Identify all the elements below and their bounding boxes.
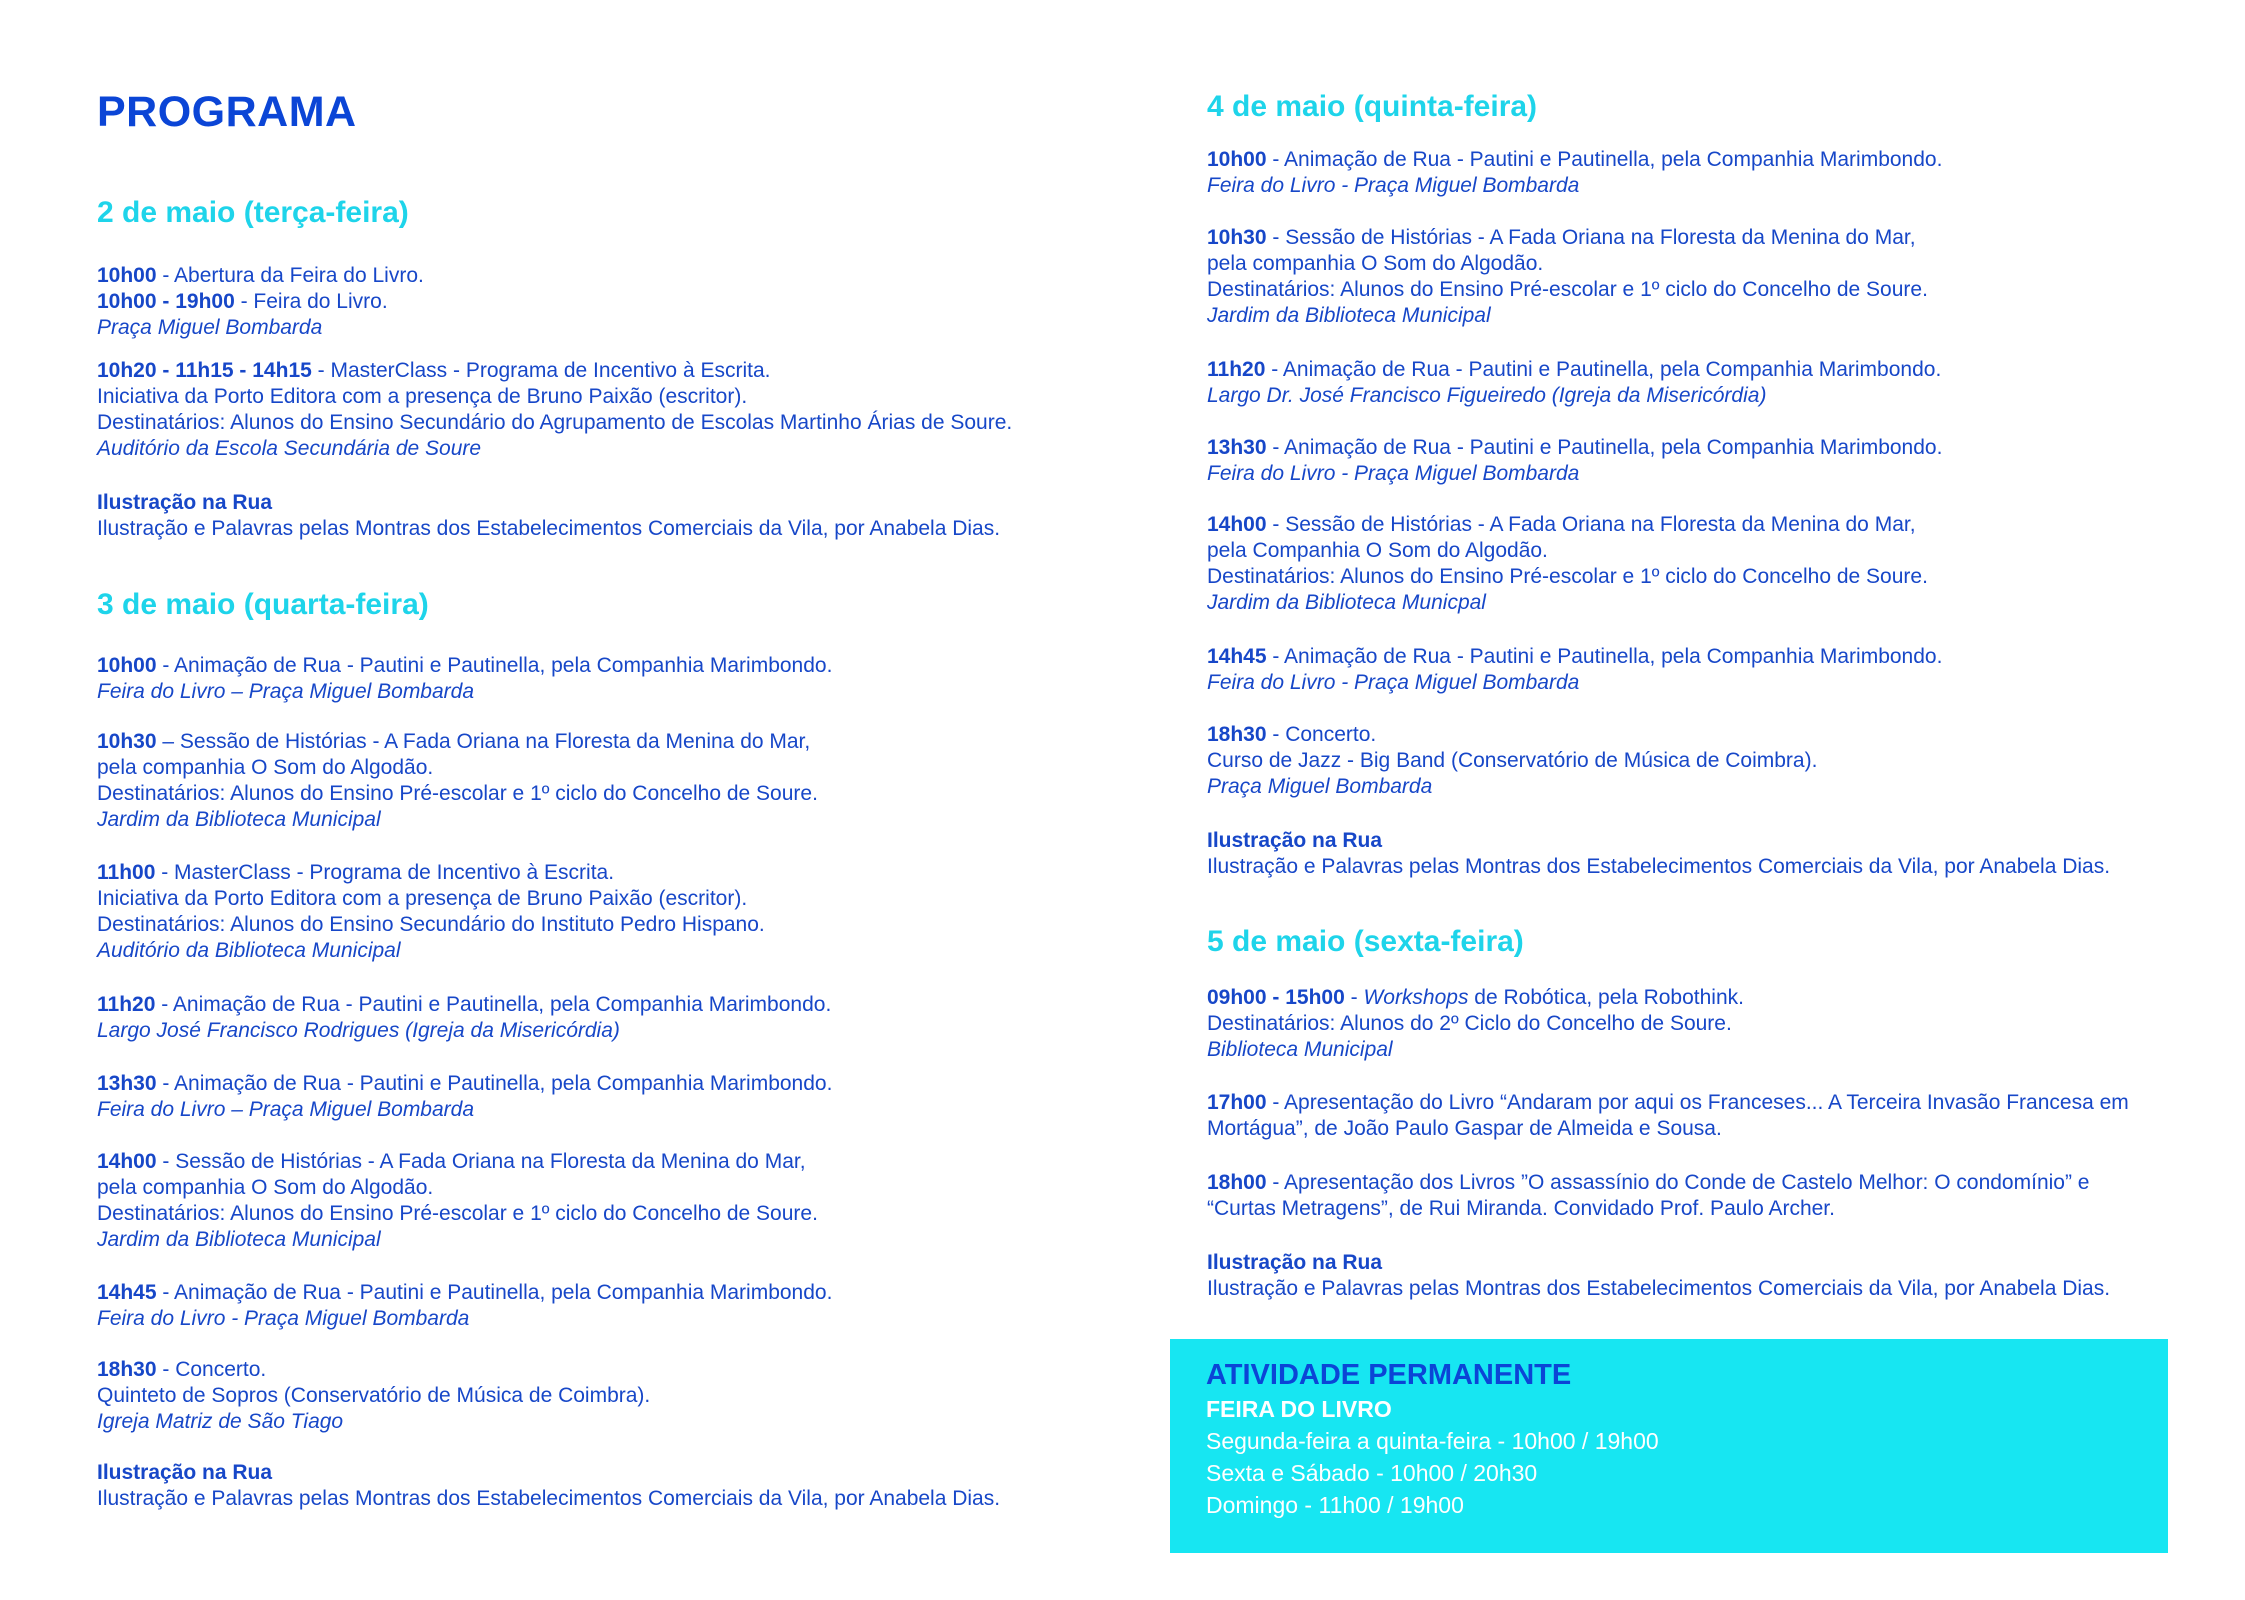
event-time: 10h00	[1207, 148, 1267, 171]
event-line	[1207, 277, 1928, 303]
event-block	[97, 1280, 832, 1332]
event-description: Ilustração e Palavras pelas Montras dos Estabelecimentos Comerciais da Vila, por Anabela Dias.	[1207, 1277, 2111, 1300]
event-line	[1207, 590, 1928, 616]
event-description: - MasterClass - Programa de Incentivo à Escrita.	[311, 359, 771, 382]
event-description: - MasterClass - Programa de Incentivo à Escrita.	[155, 861, 615, 884]
event-time: 17h00	[1207, 1091, 1267, 1114]
event-description: Ilustração e Palavras pelas Montras dos Estabelecimentos Comerciais da Vila, por Anabela Dias.	[97, 1487, 1001, 1510]
event-line	[97, 289, 424, 315]
event-time: 10h00 - 19h00	[97, 290, 235, 313]
event-time: 14h45	[1207, 645, 1267, 668]
event-line	[1207, 147, 1942, 173]
event-time: 10h20 - 11h15 - 14h15	[97, 359, 312, 382]
event-emphasis: Workshops	[1363, 986, 1469, 1009]
event-time: 10h00	[97, 264, 157, 287]
event-line	[97, 912, 765, 938]
event-section-title: Ilustração na Rua	[97, 491, 273, 514]
page-title: PROGRAMA	[97, 88, 357, 136]
event-line	[97, 860, 765, 886]
event-line	[97, 755, 818, 781]
event-line	[1207, 303, 1928, 329]
event-description: “Curtas Metragens”, de Rui Miranda. Convidado Prof. Paulo Archer.	[1207, 1197, 1835, 1220]
event-line	[97, 516, 1000, 542]
event-location: Feira do Livro - Praça Miguel Bombarda	[1207, 462, 1580, 485]
event-line	[97, 653, 832, 679]
event-description: Curso de Jazz - Big Band (Conservatório de Música de Coimbra).	[1207, 749, 1818, 772]
permanent-schedule-line: Sexta e Sábado - 10h00 / 20h30	[1206, 1460, 1538, 1486]
event-description: Destinatários: Alunos do Ensino Pré-escolar e 1º ciclo do Concelho de Soure.	[1207, 565, 1928, 588]
event-location: Auditório da Biblioteca Municipal	[97, 939, 401, 962]
event-line	[1207, 564, 1928, 590]
event-location: Feira do Livro – Praça Miguel Bombarda	[97, 680, 475, 703]
event-location: Jardim da Biblioteca Municipal	[97, 1228, 381, 1251]
event-line	[1207, 774, 1817, 800]
event-line	[1207, 670, 1942, 696]
event-block	[97, 490, 1000, 542]
event-location: Largo José Francisco Rodrigues (Igreja da Misericórdia)	[97, 1019, 620, 1042]
event-description: Destinatários: Alunos do Ensino Secundário do Agrupamento de Escolas Martinho Árias de Soure.	[97, 411, 1013, 434]
permanent-activity-box	[1170, 1339, 2168, 1553]
event-description: - Sessão de Histórias - A Fada Oriana na Floresta da Menina do Mar,	[1266, 513, 1916, 536]
event-description: – Sessão de Histórias - A Fada Oriana na Floresta da Menina do Mar,	[156, 730, 811, 753]
event-block	[97, 860, 765, 964]
event-line	[97, 1460, 1000, 1486]
event-description: - Animação de Rua - Pautini e Pautinella, pela Companhia Marimbondo.	[1266, 645, 1943, 668]
event-line	[1207, 251, 1928, 277]
event-time: 14h45	[97, 1281, 157, 1304]
event-block	[1207, 435, 1942, 487]
event-block	[1207, 1090, 2129, 1142]
day-heading: 3 de maio (quarta-feira)	[97, 588, 429, 621]
event-location: Feira do Livro - Praça Miguel Bombarda	[1207, 174, 1580, 197]
event-line	[1207, 1276, 2110, 1302]
event-time: 11h00	[97, 861, 156, 884]
event-location: Auditório da Escola Secundária de Soure	[97, 437, 482, 460]
event-location: Praça Miguel Bombarda	[1207, 775, 1433, 798]
event-description: - Animação de Rua - Pautini e Pautinella, pela Companhia Marimbondo.	[156, 1281, 833, 1304]
event-description: de Robótica, pela Robothink.	[1468, 986, 1744, 1009]
event-location: Igreja Matriz de São Tiago	[97, 1410, 344, 1433]
event-line	[97, 358, 1012, 384]
event-location: Jardim da Biblioteca Municpal	[1207, 591, 1486, 614]
event-line	[97, 384, 1012, 410]
event-line	[1207, 357, 1941, 383]
event-line	[97, 1280, 832, 1306]
event-description: pela companhia O Som do Algodão.	[97, 756, 434, 779]
event-block	[97, 263, 424, 341]
event-block	[97, 1071, 832, 1123]
event-block	[1207, 225, 1928, 329]
event-line	[97, 938, 765, 964]
event-location: Praça Miguel Bombarda	[97, 316, 323, 339]
event-description: pela companhia O Som do Algodão.	[1207, 252, 1544, 275]
event-block	[97, 1460, 1000, 1512]
event-line	[97, 1357, 650, 1383]
event-line	[1207, 828, 2110, 854]
event-line	[97, 1486, 1000, 1512]
event-line	[1207, 461, 1942, 487]
event-time: 10h00	[97, 654, 157, 677]
event-description: - Apresentação do Livro “Andaram por aqui os Franceses... A Terceira Invasão Francesa em	[1266, 1091, 2129, 1114]
event-line	[97, 1071, 832, 1097]
event-block	[1207, 1170, 2089, 1222]
event-description: - Animação de Rua - Pautini e Pautinella, pela Companhia Marimbondo.	[156, 654, 833, 677]
permanent-title: ATIVIDADE PERMANENTE	[1206, 1359, 1572, 1391]
event-block	[97, 992, 831, 1044]
event-description: - Concerto.	[1266, 723, 1377, 746]
event-description: Mortágua”, de João Paulo Gaspar de Almeida e Sousa.	[1207, 1117, 1722, 1140]
event-description: Ilustração e Palavras pelas Montras dos Estabelecimentos Comerciais da Vila, por Anabela Dias.	[1207, 855, 2111, 878]
event-line	[1207, 1250, 2110, 1276]
event-block	[1207, 357, 1941, 409]
event-description: - Animação de Rua - Pautini e Pautinella, pela Companhia Marimbondo.	[156, 1072, 833, 1095]
event-line	[97, 781, 818, 807]
event-location: Feira do Livro - Praça Miguel Bombarda	[1207, 671, 1580, 694]
event-description: Destinatários: Alunos do Ensino Secundário do Instituto Pedro Hispano.	[97, 913, 765, 936]
event-description: - Animação de Rua - Pautini e Pautinella, pela Companhia Marimbondo.	[1265, 358, 1942, 381]
event-line	[97, 490, 1000, 516]
event-location: Feira do Livro - Praça Miguel Bombarda	[97, 1307, 470, 1330]
event-description: - Concerto.	[156, 1358, 267, 1381]
event-location: Jardim da Biblioteca Municipal	[1207, 304, 1491, 327]
event-line	[1207, 1011, 1744, 1037]
event-line	[97, 1227, 818, 1253]
event-line	[97, 1201, 818, 1227]
event-location: Feira do Livro – Praça Miguel Bombarda	[97, 1098, 475, 1121]
event-block	[97, 1357, 650, 1435]
event-block	[97, 358, 1012, 462]
event-line	[97, 992, 831, 1018]
day-heading: 4 de maio (quinta-feira)	[1207, 90, 1538, 123]
event-line	[97, 1149, 818, 1175]
event-line	[97, 436, 1012, 462]
event-location: Jardim da Biblioteca Municipal	[97, 808, 381, 831]
event-description: - Sessão de Histórias - A Fada Oriana na Floresta da Menina do Mar,	[156, 1150, 806, 1173]
event-block	[1207, 722, 1817, 800]
event-description: Iniciativa da Porto Editora com a presença de Bruno Paixão (escritor).	[97, 887, 748, 910]
permanent-schedule-line: Domingo - 11h00 / 19h00	[1206, 1492, 1464, 1518]
day-heading: 2 de maio (terça-feira)	[97, 196, 409, 229]
event-description: Destinatários: Alunos do Ensino Pré-escolar e 1º ciclo do Concelho de Soure.	[1207, 278, 1928, 301]
event-block	[1207, 828, 2110, 880]
event-line	[97, 1175, 818, 1201]
event-line	[1207, 1037, 1744, 1063]
event-description: Destinatários: Alunos do Ensino Pré-escolar e 1º ciclo do Concelho de Soure.	[97, 782, 818, 805]
event-description: Destinatários: Alunos do Ensino Pré-escolar e 1º ciclo do Concelho de Soure.	[97, 1202, 818, 1225]
event-line	[1207, 383, 1941, 409]
event-section-title: Ilustração na Rua	[1207, 829, 1383, 852]
event-block	[97, 653, 832, 705]
event-block	[1207, 985, 1744, 1063]
event-time: 18h00	[1207, 1171, 1267, 1194]
event-time: 11h20	[1207, 358, 1266, 381]
event-line	[97, 1018, 831, 1044]
event-location: Largo Dr. José Francisco Figueiredo (Igreja da Misericórdia)	[1207, 384, 1767, 407]
event-time: 10h30	[97, 730, 157, 753]
event-time: 11h20	[97, 993, 156, 1016]
event-description: Iniciativa da Porto Editora com a presença de Bruno Paixão (escritor).	[97, 385, 748, 408]
event-line	[97, 410, 1012, 436]
event-description: - Sessão de Histórias - A Fada Oriana na Floresta da Menina do Mar,	[1266, 226, 1916, 249]
event-block	[97, 729, 818, 833]
event-line	[1207, 173, 1942, 199]
event-line	[97, 315, 424, 341]
event-description: Ilustração e Palavras pelas Montras dos Estabelecimentos Comerciais da Vila, por Anabela Dias.	[97, 517, 1001, 540]
event-description: - Animação de Rua - Pautini e Pautinella, pela Companhia Marimbondo.	[1266, 148, 1943, 171]
event-line	[1207, 854, 2110, 880]
day-heading: 5 de maio (sexta-feira)	[1207, 925, 1524, 958]
event-line	[1207, 985, 1744, 1011]
event-block	[97, 1149, 818, 1253]
event-line	[97, 679, 832, 705]
event-time: 13h30	[1207, 436, 1267, 459]
event-description: pela Companhia O Som do Algodão.	[1207, 539, 1548, 562]
event-line	[97, 1306, 832, 1332]
event-line	[97, 263, 424, 289]
event-line	[1207, 512, 1928, 538]
event-time: 09h00 - 15h00	[1207, 986, 1345, 1009]
event-block	[1207, 644, 1942, 696]
event-line	[97, 807, 818, 833]
event-line	[1207, 1170, 2089, 1196]
event-line	[1207, 1196, 2089, 1222]
event-section-title: Ilustração na Rua	[97, 1461, 273, 1484]
event-description: - Animação de Rua - Pautini e Pautinella, pela Companhia Marimbondo.	[1266, 436, 1943, 459]
event-description: - Apresentação dos Livros ”O assassínio do Conde de Castelo Melhor: O condomínio” e	[1266, 1171, 2090, 1194]
event-block	[1207, 512, 1928, 616]
event-time: 10h30	[1207, 226, 1267, 249]
event-time: 14h00	[97, 1150, 157, 1173]
event-line	[1207, 225, 1928, 251]
event-line	[97, 1097, 832, 1123]
event-line	[97, 1409, 650, 1435]
event-line	[1207, 538, 1928, 564]
event-line	[97, 886, 765, 912]
event-description: Destinatários: Alunos do 2º Ciclo do Concelho de Soure.	[1207, 1012, 1732, 1035]
event-description: - Animação de Rua - Pautini e Pautinella, pela Companhia Marimbondo.	[155, 993, 832, 1016]
permanent-subtitle: FEIRA DO LIVRO	[1206, 1396, 1392, 1422]
event-description: -	[1344, 986, 1364, 1009]
event-time: 18h30	[97, 1358, 157, 1381]
event-block	[1207, 1250, 2110, 1302]
event-time: 13h30	[97, 1072, 157, 1095]
event-description: pela companhia O Som do Algodão.	[97, 1176, 434, 1199]
event-description: - Abertura da Feira do Livro.	[156, 264, 424, 287]
event-line	[1207, 722, 1817, 748]
event-line	[97, 729, 818, 755]
event-section-title: Ilustração na Rua	[1207, 1251, 1383, 1274]
event-line	[1207, 748, 1817, 774]
event-block	[1207, 147, 1942, 199]
permanent-schedule-line: Segunda-feira a quinta-feira - 10h00 / 19h00	[1206, 1428, 1659, 1454]
event-line	[97, 1383, 650, 1409]
event-line	[1207, 644, 1942, 670]
event-description: - Feira do Livro.	[234, 290, 388, 313]
event-location: Biblioteca Municipal	[1207, 1038, 1393, 1061]
event-time: 18h30	[1207, 723, 1267, 746]
event-time: 14h00	[1207, 513, 1267, 536]
event-line	[1207, 1090, 2129, 1116]
event-line	[1207, 435, 1942, 461]
event-description: Quinteto de Sopros (Conservatório de Música de Coimbra).	[97, 1384, 651, 1407]
event-line	[1207, 1116, 2129, 1142]
